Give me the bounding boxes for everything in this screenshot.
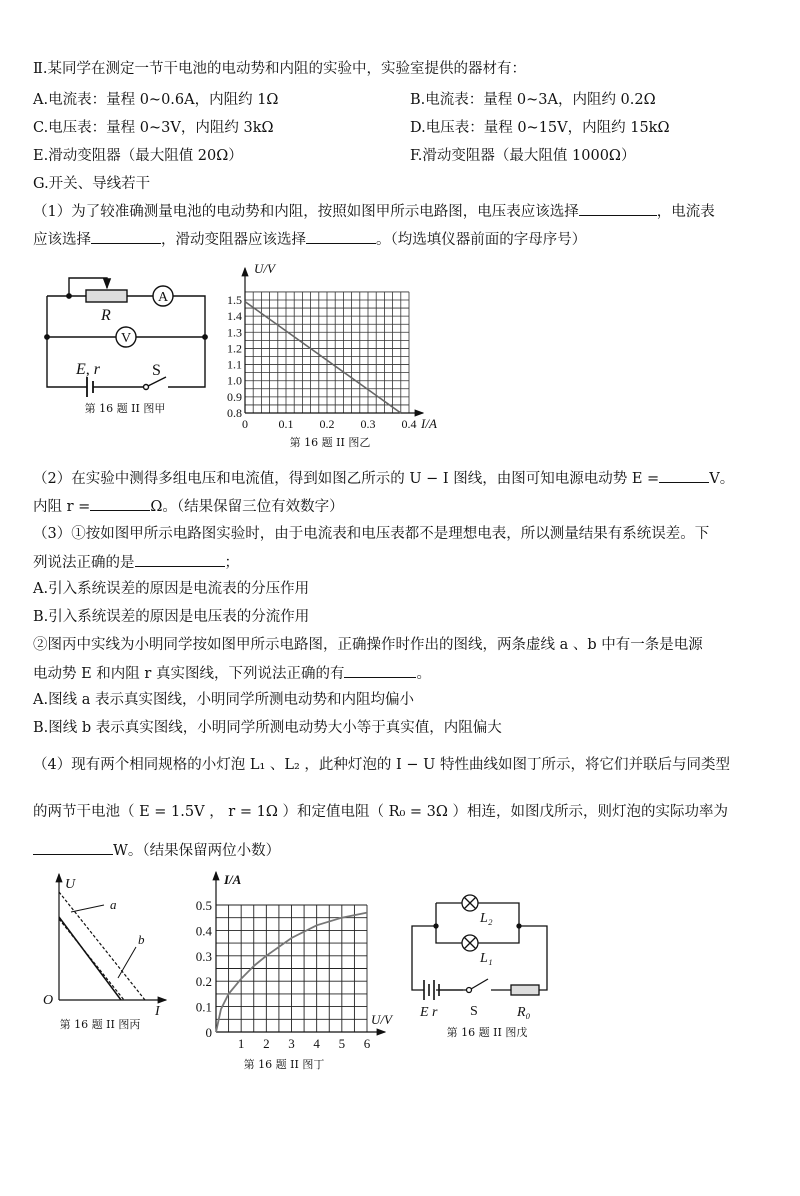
lamp-L2-icon bbox=[462, 895, 478, 911]
q4-line1: （4）现有两个相同规格的小灯泡 L₁ 、L₂ ，此种灯泡的 I − U 特性曲线如图丁所示，将它们并联后与同类型 bbox=[33, 757, 730, 773]
x-tick-label: 0.1 bbox=[278, 417, 294, 431]
label-A: A bbox=[158, 290, 169, 305]
q1-text: ，电流表 bbox=[656, 204, 715, 220]
caption-bing: 第 16 题 II 图丙 bbox=[59, 1018, 141, 1031]
q1-text: （1）为了较准确测量电池的电动势和内阻，按照如图甲所示电路图，电压表应该选择 bbox=[33, 204, 579, 220]
q3-option-a2: A.图线 a 表示真实图线，小明同学所测电动势和内阻均偏小 bbox=[33, 692, 414, 708]
caption-ding: 第 16 题 II 图丁 bbox=[243, 1058, 325, 1071]
rheostat bbox=[86, 290, 127, 302]
q3-text: ； bbox=[224, 555, 239, 571]
q4-line2: 的两节干电池（ E = 1.5V ， r = 1Ω ）和定值电阻（ R₀ = 3Ω ）相连，如图戊所示，则灯泡的实际功率为 bbox=[33, 804, 729, 820]
option-a: A.电流表：量程 0~0.6A，内阻约 1Ω bbox=[33, 92, 279, 108]
label-S: S bbox=[470, 1004, 478, 1019]
q2-text: Ω。（结果保留三位有效数字） bbox=[150, 499, 344, 515]
x-tick-label: 0.2 bbox=[319, 417, 335, 431]
y-tick-label: 0.1 bbox=[195, 999, 212, 1015]
y-tick-label: 0.9 bbox=[227, 389, 242, 404]
q1-text: ，滑动变阻器应该选择 bbox=[161, 232, 306, 248]
x-axis-label: U/V bbox=[371, 1012, 392, 1027]
q4-text: W。（结果保留两位小数） bbox=[113, 843, 281, 859]
y-tick-label: 0.8 bbox=[227, 406, 242, 420]
label-I: I bbox=[155, 1004, 160, 1019]
label-S: S bbox=[152, 362, 161, 379]
x-tick-label: 0 bbox=[242, 417, 248, 431]
y-tick-label: 0 bbox=[205, 1025, 212, 1040]
label-Er: E, r bbox=[76, 361, 100, 378]
y-tick-label: 0.5 bbox=[195, 898, 212, 913]
q3-line3: ②图丙中实线为小明同学按如图甲所示电路图，正确操作时作出的图线，两条虚线 a 、b 中有一条是电源 bbox=[33, 637, 703, 653]
x-axis-label: I/A bbox=[421, 416, 437, 431]
caption-yi: 第 16 题 II 图乙 bbox=[289, 436, 371, 449]
caption-jia: 第 16 题 II 图甲 bbox=[84, 402, 166, 415]
q1-text: 。（均选填仪器前面的字母序号） bbox=[376, 232, 587, 248]
option-g: G.开关、导线若干 bbox=[33, 176, 151, 192]
x-tick-label: 2 bbox=[263, 1036, 270, 1051]
y-tick-label: 1.0 bbox=[227, 373, 242, 388]
y-axis-label: U/V bbox=[254, 261, 275, 276]
switch-icon bbox=[144, 385, 149, 390]
label-Er: E r bbox=[420, 1005, 438, 1020]
intro-text: Ⅱ.某同学在测定一节干电池的电动势和内阻的实验中，实验室提供的器材有： bbox=[33, 61, 526, 77]
option-f: F.滑动变阻器（最大阻值 1000Ω） bbox=[410, 148, 636, 164]
label-U: U bbox=[65, 877, 76, 892]
label-b: b bbox=[138, 932, 145, 947]
x-tick-label: 1 bbox=[237, 1036, 245, 1051]
ui-graph-bing bbox=[59, 874, 166, 1000]
y-tick-label: 0.3 bbox=[195, 948, 212, 964]
option-c: C.电压表：量程 0~3V，内阻约 3kΩ bbox=[33, 120, 274, 136]
x-tick-label: 6 bbox=[363, 1036, 371, 1051]
q2-text: V。 bbox=[709, 471, 735, 487]
q3-option-b: B.引入系统误差的原因是电压表的分流作用 bbox=[33, 609, 310, 625]
q1-text: 应该选择 bbox=[33, 232, 91, 248]
dashed-line-a bbox=[59, 892, 145, 1000]
switch-icon bbox=[467, 988, 472, 993]
option-b: B.电流表：量程 0~3A，内阻约 0.2Ω bbox=[410, 92, 656, 108]
q3-option-b2: B.图线 b 表示真实图线，小明同学所测电动势大小等于真实值，内阻偏大 bbox=[33, 720, 502, 736]
caption-wu: 第 16 题 II 图戊 bbox=[446, 1026, 528, 1039]
resistor-R0 bbox=[511, 985, 539, 995]
dashed-line-b bbox=[59, 919, 124, 1000]
option-e: E.滑动变阻器（最大阻值 20Ω） bbox=[33, 148, 243, 164]
x-tick-label: 3 bbox=[288, 1036, 295, 1051]
q3-option-a: A.引入系统误差的原因是电流表的分压作用 bbox=[33, 581, 310, 597]
y-tick-label: 1.5 bbox=[227, 293, 242, 307]
q3-line1: （3）①按如图甲所示电路图实验时，由于电流表和电压表都不是理想电表，所以测量结果有系统误差。下 bbox=[33, 526, 710, 542]
lamp-L1-icon bbox=[462, 935, 478, 951]
q3-text: 列说法正确的是 bbox=[33, 555, 135, 571]
label-L2: L₂ bbox=[480, 911, 493, 926]
iu-graph-ding bbox=[196, 872, 385, 1051]
x-tick-label: 5 bbox=[338, 1036, 346, 1051]
x-tick-label: 0.3 bbox=[360, 417, 376, 431]
data-line bbox=[245, 302, 401, 413]
q3-text: 电动势 E 和内阻 r 真实图线，下列说法正确的有 bbox=[33, 666, 345, 682]
y-tick-label: 0.2 bbox=[195, 974, 212, 990]
y-tick-label: 0.4 bbox=[195, 923, 212, 939]
q2-text: （2）在实验中测得多组电压和电流值，得到如图乙所示的 U − I 图线，由图可知电源电动势 E = bbox=[33, 471, 660, 487]
y-tick-label: 1.2 bbox=[227, 341, 242, 356]
q2-text: 内阻 r = bbox=[33, 499, 91, 515]
x-tick-label: 4 bbox=[313, 1036, 320, 1051]
y-axis-label: I/A bbox=[224, 872, 242, 887]
y-tick-label: 1.3 bbox=[227, 325, 242, 340]
label-a: a bbox=[110, 897, 117, 912]
y-tick-label: 1.1 bbox=[227, 357, 242, 372]
label-V: V bbox=[121, 331, 132, 346]
label-R0: R₀ bbox=[517, 1005, 531, 1020]
x-tick-label: 0.4 bbox=[401, 417, 417, 431]
label-L1: L₁ bbox=[480, 951, 493, 966]
q3-text: 。 bbox=[416, 666, 431, 682]
option-d: D.电压表：量程 0~15V，内阻约 15kΩ bbox=[410, 120, 670, 136]
ui-graph-yi bbox=[227, 268, 423, 431]
label-R: R bbox=[101, 307, 111, 324]
label-O: O bbox=[43, 993, 54, 1008]
y-tick-label: 1.4 bbox=[227, 309, 242, 324]
battery-icon bbox=[87, 377, 93, 397]
